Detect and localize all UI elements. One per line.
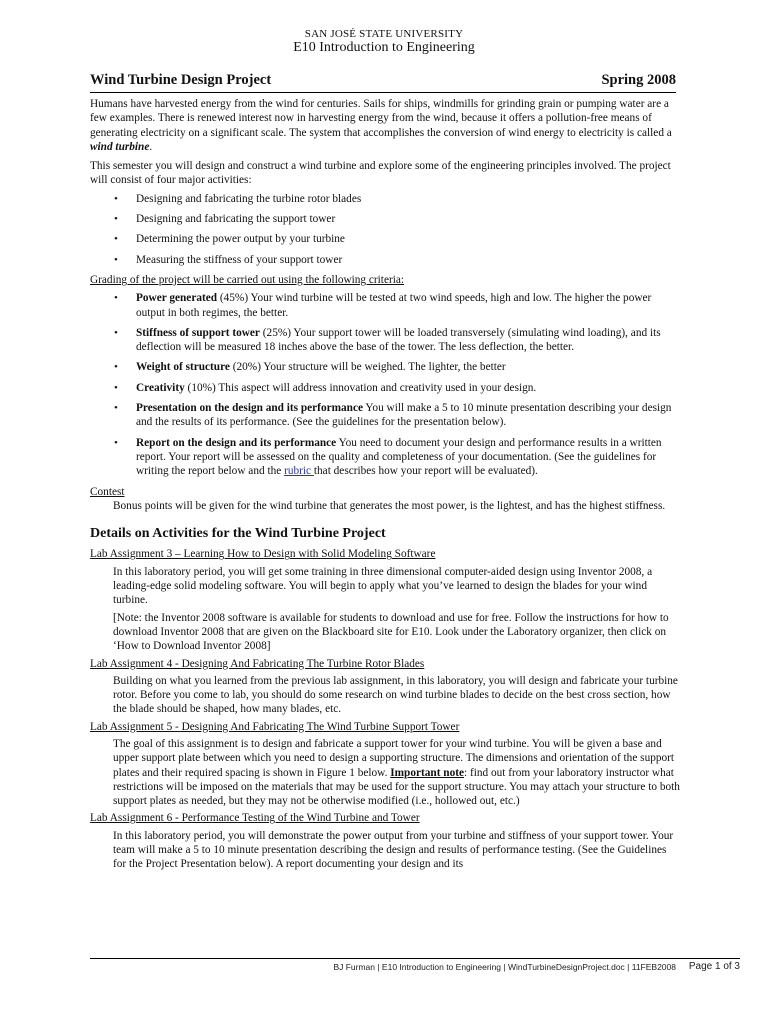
- list-item: • Stiffness of support tower (25%) Your support tower will be loaded transversely (simulating wind loading), and its deflection will be measured 18 inches above the base of the tower. The less deflection, the better.: [90, 326, 680, 355]
- list-item: • Presentation on the design and its performance You will make a 5 to 10 minute presentation describing your design and the results of its performance. (See the guidelines for the presentation below).: [90, 401, 680, 430]
- grading-heading: Grading of the project will be carried out using the following criteria:: [90, 273, 405, 286]
- activities-list: [90, 192, 680, 267]
- section-heading: Details on Activities for the Wind Turbine Project: [90, 526, 386, 542]
- lab-paragraph: The goal of this assignment is to design and fabricate a support tower for your wind turbine. You will be given a base and upper support plate between which you need to design a supporting structure. The dimensions and orientation of the support plates and their required spacing is shown in Figure 1 below. Important note: find out from your laboratory instructor what restrictions will be imposed on the materials that may be used for the support structure. You may attach your structure to both support plates as needed, but they may not be otherwise modified (i.e., hollowed out, etc.): [113, 737, 680, 808]
- lab-title: Lab Assignment 3 – Learning How to Design with Solid Modeling Software: [90, 548, 436, 561]
- list-item: • Determining the power output by your turbine: [90, 232, 680, 246]
- wind-turbine-term: wind turbine: [90, 140, 150, 153]
- intro-paragraph: Humans have harvested energy from the wind for centuries. Sails for ships, windmills for grinding grain or pumping water are a few examples. There is renewed interest now in harvesting energy from the wind, because it offers a pollution-free means of generating electricity on a significant scale. The system that accomplishes the conversion of wind energy to electricity is called a wind turbine.: [90, 98, 672, 153]
- page-footer: [90, 958, 740, 973]
- list-item: • Power generated (45%) Your wind turbine will be tested at two wind speeds, high and low. The higher the power output in both regimes, the better.: [90, 291, 680, 320]
- university-name: SAN JOSÉ STATE UNIVERSITY: [304, 28, 464, 40]
- title-bar: [90, 72, 676, 93]
- activities-intro: This semester you will design and construct a wind turbine and explore some of the engineering principles involved. The project will consist of four major activities:: [90, 160, 671, 187]
- lab-paragraph: In this laboratory period, you will demonstrate the power output from your turbine and stiffness of your support tower. Your team will make a 5 to 10 minute presentation describing the design and results of performance testing. (See the Guidelines for the Project Presentation below). A report documenting your design and its: [113, 829, 674, 871]
- footer-info: BJ Furman | E10 Introduction to Engineering | WindTurbineDesignProject.doc | 11FEB2008: [333, 962, 676, 972]
- document-title: Wind Turbine Design Project: [90, 72, 272, 88]
- list-item: • Designing and fabricating the support tower: [90, 212, 680, 226]
- important-note: Important note: [390, 766, 464, 779]
- main-content: [90, 97, 680, 872]
- list-item: • Designing and fabricating the turbine rotor blades: [90, 192, 680, 206]
- lab-title: Lab Assignment 6 - Performance Testing of the Wind Turbine and Tower: [90, 812, 420, 825]
- list-item: • Measuring the stiffness of your support tower: [90, 253, 680, 267]
- lab-paragraph: In this laboratory period, you will get some training in three dimensional computer-aided design using Inventor 2008, a leading-edge solid modeling software. You will begin to apply what you’ve learned to design the blades for your wind turbine.: [113, 565, 653, 607]
- lab-paragraph: Building on what you learned from the previous lab assignment, in this laboratory, you will design and fabricate your turbine rotor. Before you come to lab, you should do some research on wind turbine blades to decide on the best cross section, how the blade should be shaped, how many blades, etc.: [113, 674, 678, 716]
- rubric-link[interactable]: rubric: [284, 465, 314, 478]
- lab-title: Lab Assignment 5 - Designing And Fabricating The Wind Turbine Support Tower: [90, 720, 460, 733]
- page-number: Page 1 of 3: [688, 961, 740, 972]
- list-item: • Weight of structure (20%) Your structure will be weighed. The lighter, the better: [90, 360, 680, 374]
- lab-title: Lab Assignment 4 - Designing And Fabricating The Turbine Rotor Blades: [90, 657, 425, 670]
- course-title: E10 Introduction to Engineering: [293, 40, 475, 55]
- lab-note: [Note: the Inventor 2008 software is available for students to download and use for free. Follow the instructions for how to download Inventor 2008 that are given on the Blackboard site for E10. Look under the Laboratory organizer, then click on ‘How to Download Inventor 2008]: [113, 611, 669, 653]
- list-item: • Creativity (10%) This aspect will address innovation and creativity used in your design.: [90, 381, 680, 395]
- contest-text: Bonus points will be given for the wind turbine that generates the most power, is the lightest, and has the highest stiffness.: [113, 499, 666, 512]
- grading-list: [90, 291, 680, 478]
- semester-label: Spring 2008: [601, 72, 676, 88]
- contest-heading: Contest: [90, 485, 125, 498]
- list-item: • Report on the design and its performance You need to document your design and performance results in a written report. Your report will be assessed on the quality and completeness of your documentation. (See the guidelines for writing the report below and the rubric that describes how your report will be evaluated).: [90, 436, 680, 479]
